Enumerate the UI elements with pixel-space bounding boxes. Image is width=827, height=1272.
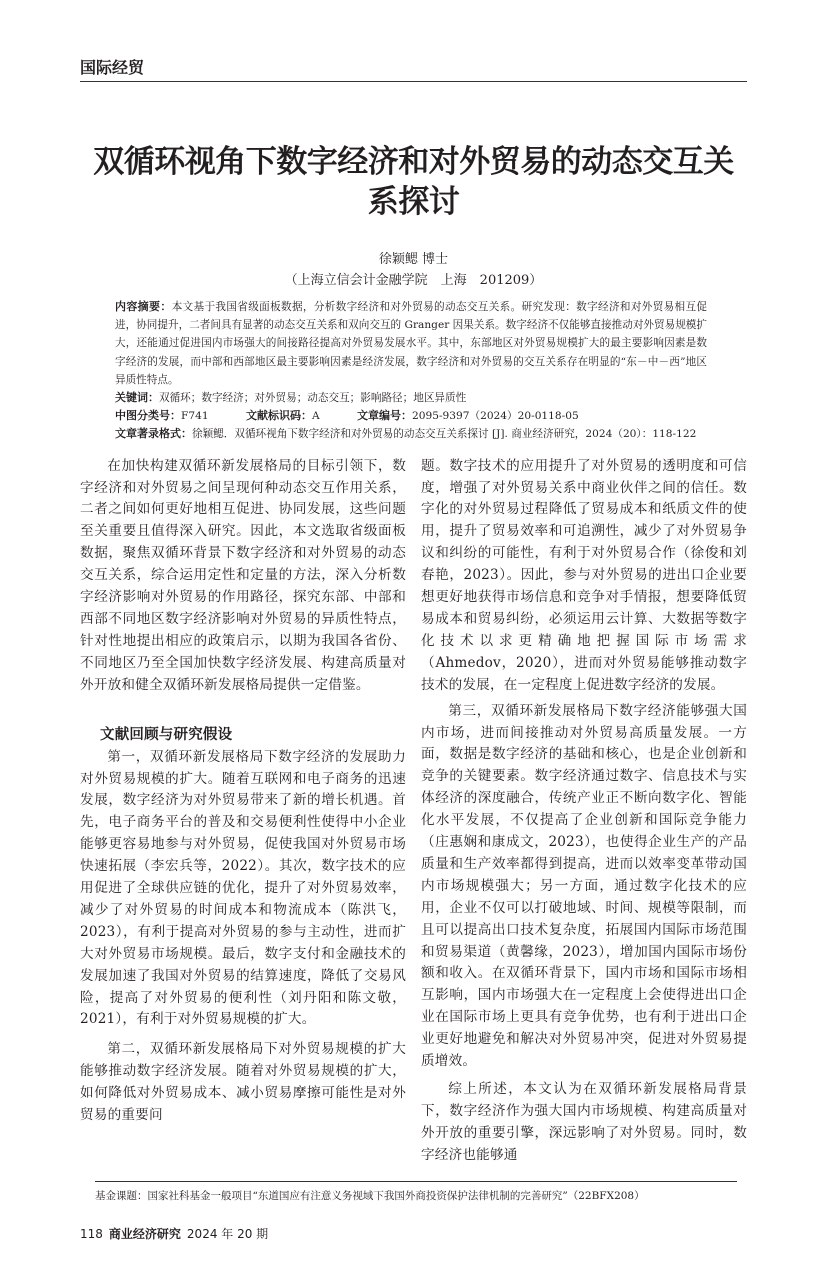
page-number: 118 bbox=[80, 1226, 103, 1241]
paragraph-intro: 在加快构建双循环新发展格局的目标引领下，数字经济和对外贸易之间呈现何种动态交互作用关系，二者之间如何更好地相互促进、协同发展，这些问题至关重要且值得深入研究。因此，本文选取省级面板数据，聚焦双循环背景下数字经济和对外贸易的动态交互关系，综合运用定性和定量的方法，深入分析数字经济影响对外贸易的作用路径，探究东部、中部和西部不同地区数字经济影响对外贸易的异质性特点，针对性地提出相应的政策启示，以期为我国各省份、不同地区乃至全国加快数字经济发展、构建高质量对外开放和健全双循环新发展格局提供一定借鉴。 bbox=[80, 457, 406, 693]
header-rule bbox=[80, 81, 747, 82]
section-label: 国际经贸 bbox=[80, 58, 145, 77]
keywords bbox=[115, 389, 707, 407]
doc-code-value: A bbox=[311, 410, 320, 423]
body-columns bbox=[80, 456, 747, 1167]
doc-code-label: 文献标识码： bbox=[245, 409, 312, 423]
page-footer bbox=[80, 1226, 747, 1242]
journal-name: 商业经济研究 bbox=[108, 1226, 181, 1241]
article-no-value: 2095-9397（2024）20-0118-05 bbox=[411, 410, 579, 423]
affiliation: （上海立信会计金融学院 上海 201209） bbox=[284, 273, 543, 288]
abstract bbox=[115, 298, 707, 389]
abstract-block bbox=[115, 298, 707, 444]
paragraph: 第三，双循环新发展格局下数字经济能够强大国内市场，进而间接推动对外贸易高质量发展。一方面，数据是数字经济的基础和核心，也是企业创新和竞争的关键要素。数字经济通过数字、信息技术与实体经济的深度融合，传统产业正不断向数字化、智能化水平发展，不仅提高了企业创新和国际竞争能力（庄惠娴和康成文，2023），也使得企业生产的产品质量和生产效率都得到提高，进而以效率变革带动国内市场规模强大；另一方面，通过数字化技术的应用，企业不仅可以打破地域、时间、规模等限制，而且可以提高出口技术复杂度，拓展国内国际市场范围和贸易渠道（黄馨缘，2023），增加国内国际市场份额和收入。在双循环背景下，国内市场和国际市场相互影响，国内市场强大在一定程度上会使得进出口企业在国际市场上更具有竞争优势，也有利于进出口企业更好地避免和解决对外贸易冲突，促进对外贸易提质增效。 bbox=[421, 702, 747, 1070]
classification-row bbox=[115, 407, 707, 425]
fund-note: 基金课题：国家社科基金一般项目“东道国应有注意义务视域下我国外商投资保护法律机制的完善研究”（22BFX208） bbox=[95, 1189, 645, 1202]
clc-value: F741 bbox=[181, 410, 209, 423]
body-column-left bbox=[80, 456, 406, 1167]
abstract-label: 内容摘要： bbox=[115, 300, 172, 313]
paragraph: 第一，双循环新发展格局下数字经济的发展助力对外贸易规模的扩大。随着互联网和电子商务的迅速发展，数字经济为对外贸易带来了新的增长机遇。首先，电子商务平台的普及和交易便利性使得中小企业能够更容易地参与对外贸易，促使我国对外贸易市场快速拓展（李宏兵等，2022）。其次，数字技术的应用促进了全球供应链的优化，提升了对外贸易效率，减少了对外贸易的时间成本和物流成本（陈洪飞，2023），有利于提高对外贸易的参与主动性，进而扩大对外贸易市场规模。最后，数字支付和金融技术的发展加速了我国对外贸易的结算速度，降低了交易风险，提高了对外贸易的便利性（刘丹阳和陈文敬，2021），有利于对外贸易规模的扩大。 bbox=[80, 748, 406, 1028]
author: 徐颖鳃 博士 bbox=[378, 252, 449, 267]
body-column-right bbox=[421, 456, 747, 1167]
issue: 2024 年 20 期 bbox=[186, 1226, 269, 1241]
article-title: 双循环视角下数字经济和对外贸易的动态交互关系探讨 bbox=[93, 144, 734, 220]
abstract-text: 本文基于我国省级面板数据，分析数字经济和对外贸易的动态交互关系。研究发现：数字经济和对外贸易相互促进，协同提升，二者间具有显著的动态交互关系和双向交互的 Granger 因果关系。数字经济不仅能够直接推动对外贸易规模扩大，还能通过促进国内市场强大的间接路径提高对外贸易发展水平。其中，东部地区对外贸易规模扩大的最主要影响因素是数字经济的发展，而中部和西部地区最主要影响因素是经济发展，数字经济和对外贸易的交互关系存在明显的“东－中－西”地区异质性特点。 bbox=[115, 301, 708, 386]
keywords-text: 双循环；数字经济；对外贸易；动态交互；影响路径；地区异质性 bbox=[159, 392, 467, 405]
citation-label: 文章著录格式： bbox=[115, 427, 192, 441]
paragraph: 第二，双循环新发展格局下对外贸易规模的扩大能够推动数字经济发展。随着对外贸易规模的扩大，如何降低对外贸易成本、减小贸易摩擦可能性是对外贸易的重要问 bbox=[80, 1041, 406, 1124]
article-no-label: 文章编号： bbox=[356, 409, 412, 423]
clc-label: 中图分类号： bbox=[115, 409, 181, 423]
citation bbox=[115, 425, 707, 443]
paragraph: 综上所述，本文认为在双循环新发展格局背景下，数字经济作为强大国内市场规模、构建高质量对外开放的重要引擎，深远影响了对外贸易。同时，数字经济也能够通 bbox=[421, 1081, 747, 1163]
keywords-label: 关键词： bbox=[115, 391, 159, 405]
paragraph: 题。数字技术的应用提升了对外贸易的透明度和可信度，增强了对外贸易关系中商业伙伴之间的信任。数字化的对外贸易过程降低了贸易成本和纸质文件的使用，提升了贸易效率和可追溯性，减少了对外贸易争议和纠纷的可能性，有利于对外贸易合作（徐俊和刘春艳，2023）。因此，参与对外贸易的进出口企业要想更好地获得市场信息和竞争对手情报，想要降低贸易成本和贸易纠纷，必须运用云计算、大数据等数字化技术以求更精确地把握国际市场需求（Ahmedov，2020），进而对外贸易能够推动数字技术的发展，在一定程度上促进数字经济的发展。 bbox=[421, 457, 747, 693]
footnote-rule bbox=[95, 1181, 737, 1182]
citation-text: 徐颖鳃．双循环视角下数字经济和对外贸易的动态交互关系探讨 [J]. 商业经济研究，2024（20）：118-122 bbox=[192, 428, 697, 441]
section-heading: 文献回顾与研究假设 bbox=[100, 726, 233, 743]
